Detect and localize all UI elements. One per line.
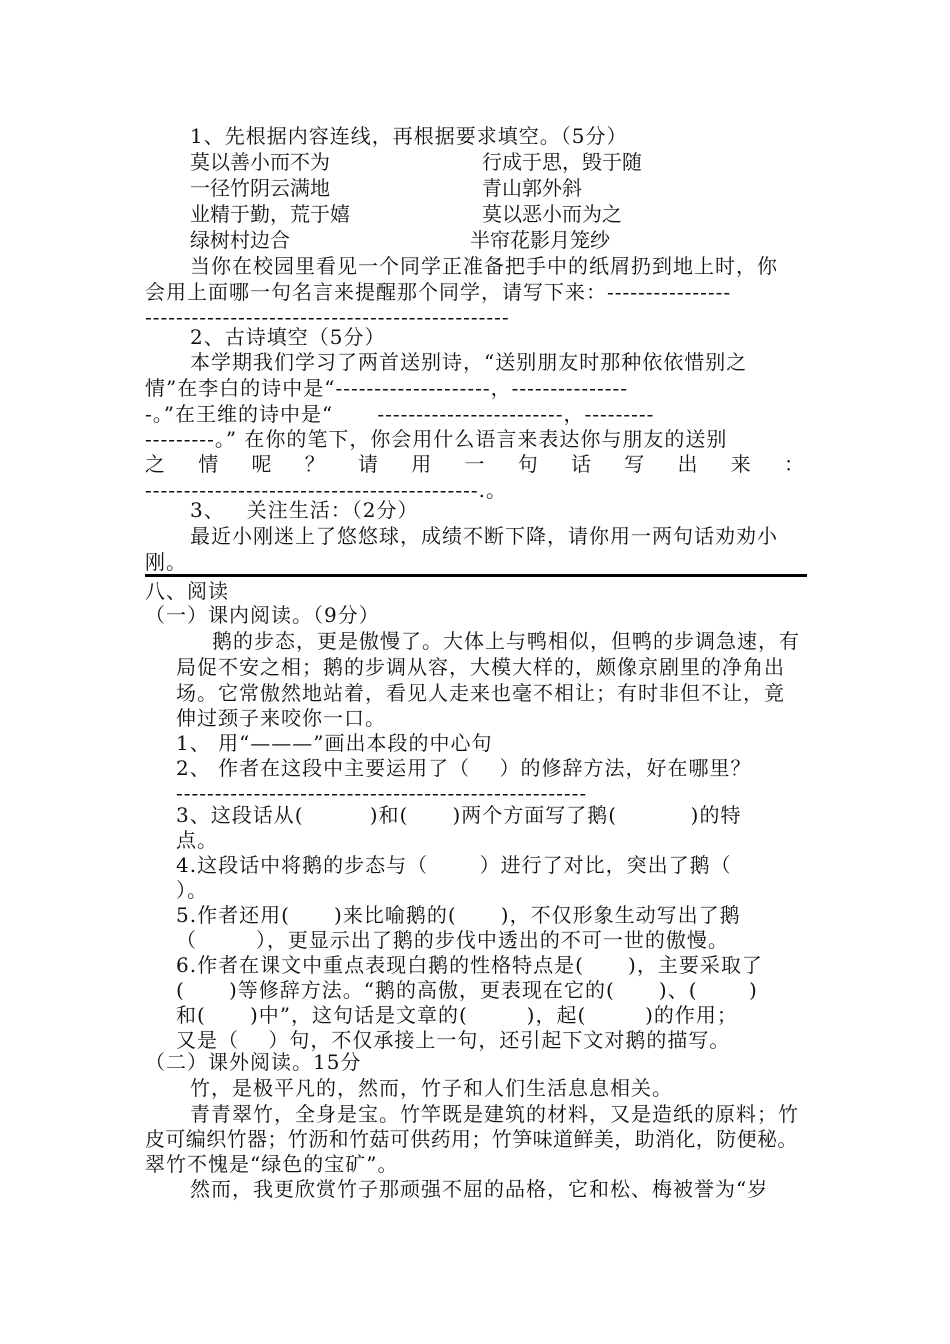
q2-char: ：	[784, 452, 805, 476]
q1-left-item: 业精于勤，荒于嬉	[190, 202, 350, 226]
part1-paragraph-line: 场。它常傲然地站着，看见人走来也毫不相让；有时非但不让，竟	[176, 681, 785, 705]
part1-paragraph-line: 伸过颈子来咬你一口。	[176, 706, 386, 730]
part1-heading: （一）课内阅读。（9分）	[145, 603, 380, 627]
part1-answer-line: -----------------------------------------------------	[176, 781, 588, 805]
part1-paragraph-line: 局促不安之相；鹅的步调从容，大模大样的，颇像京剧里的净角出	[176, 655, 785, 679]
q1-right-item: 莫以恶小而为之	[482, 202, 622, 226]
q2-char: 出	[677, 452, 699, 476]
q1-right-item: 半帘花影月笼纱	[470, 228, 610, 252]
q2-char: 之	[145, 452, 166, 476]
q1-answer-line: -----------------------------------------------	[145, 305, 510, 329]
q2-char: 一	[464, 452, 486, 476]
q1-prompt: 会用上面哪一句名言来提醒那个同学，请写下来：----------------	[145, 280, 732, 304]
part1-question: 2、 作者在这段中主要运用了（ ）的修辞方法，好在哪里？	[176, 756, 752, 780]
part1-question: （ ），更显示出了鹅的步伐中透出的不可一世的傲慢。	[176, 928, 729, 952]
part1-question: 4.这段话中将鹅的步态与（ ）进行了对比，突出了鹅（	[176, 853, 732, 877]
q1-prompt: 当你在校园里看见一个同学正准备把手中的纸屑扔到地上时，你	[190, 254, 778, 278]
q2-char: 呢	[251, 452, 273, 476]
section-divider	[145, 574, 807, 577]
part1-question: 6.作者在课文中重点表现白鹅的性格特点是( )，主要采取了	[176, 953, 763, 977]
part2-heading: （二）课外阅读。15分	[145, 1050, 362, 1074]
q2-char: 话	[571, 452, 592, 476]
q2-text: ---------。” 在你的笔下，你会用什么语言来表达你与朋友的送别	[145, 427, 728, 451]
q2-text: -。”在王维的诗中是“ ------------------------，---------	[145, 402, 655, 426]
q3-title: 3、 关注生活：（2分）	[190, 498, 419, 522]
q2-char: ？	[304, 452, 326, 476]
q2-char: 句	[517, 452, 539, 476]
q1-right-item: 青山郭外斜	[482, 176, 582, 200]
q2-title: 2、古诗填空（5分）	[190, 325, 386, 349]
q2-spaced-line	[145, 452, 805, 476]
q2-answer-line: -------------------------------------------.。	[145, 478, 507, 502]
part1-question: 和( )中”，这句话是文章的( )，起( )的作用；	[176, 1003, 738, 1027]
q1-right-item: 行成于思，毁于随	[482, 150, 642, 174]
part1-question: 又是（ ）句，不仅承接上一句，还引起下文对鹅的描写。	[176, 1028, 731, 1052]
part2-paragraph-line: 翠竹不愧是“绿色的宝矿”。	[145, 1152, 399, 1176]
q2-char: 情	[198, 452, 220, 476]
part1-question: 点。	[176, 828, 218, 852]
q1-title: 1、先根据内容连线，再根据要求填空。（5分）	[190, 124, 628, 148]
part1-question: 3、这段话从( )和( )两个方面写了鹅( )的特	[176, 803, 742, 827]
q3-text: 最近小刚迷上了悠悠球，成绩不断下降，请你用一两句话劝劝小	[190, 524, 778, 548]
q2-char: 写	[624, 452, 646, 476]
q2-char: 请	[358, 452, 379, 476]
q2-char: 来	[730, 452, 752, 476]
q1-left-item: 莫以善小而不为	[190, 150, 330, 174]
q1-left-item: 绿树村边合	[190, 228, 290, 252]
q2-text: 情”在李白的诗中是“--------------------，---------------	[145, 376, 628, 400]
part2-paragraph-line: 竹，是极平凡的，然而，竹子和人们生活息息相关。	[190, 1076, 673, 1100]
part1-question: ( )等修辞方法。“鹅的高傲，更表现在它的( )、( )	[176, 978, 758, 1002]
part1-question: 5.作者还用( )来比喻鹅的( )，不仅形象生动写出了鹅	[176, 903, 741, 927]
part2-paragraph-line: 青青翠竹，全身是宝。竹竿既是建筑的材料，又是造纸的原料；竹	[190, 1102, 799, 1126]
part1-question: 1、 用“———”画出本段的中心句	[176, 731, 493, 755]
part2-paragraph-line: 然而，我更欣赏竹子那顽强不屈的品格，它和松、梅被誉为“岁	[190, 1177, 769, 1201]
q3-text: 刚。	[145, 550, 187, 574]
section-heading: 八、阅读	[145, 579, 229, 603]
part1-question: ）。	[176, 878, 208, 902]
q1-left-item: 一径竹阴云满地	[190, 176, 330, 200]
q2-text: 本学期我们学习了两首送别诗，“送别朋友时那种依依惜别之	[190, 350, 748, 374]
part2-paragraph-line: 皮可编织竹器；竹沥和竹菇可供药用；竹笋味道鲜美，助消化，防便秘。	[145, 1127, 798, 1151]
part1-paragraph-line: 鹅的步态，更是傲慢了。大体上与鸭相似，但鸭的步调急速，有	[212, 629, 800, 653]
q2-char: 用	[411, 452, 433, 476]
